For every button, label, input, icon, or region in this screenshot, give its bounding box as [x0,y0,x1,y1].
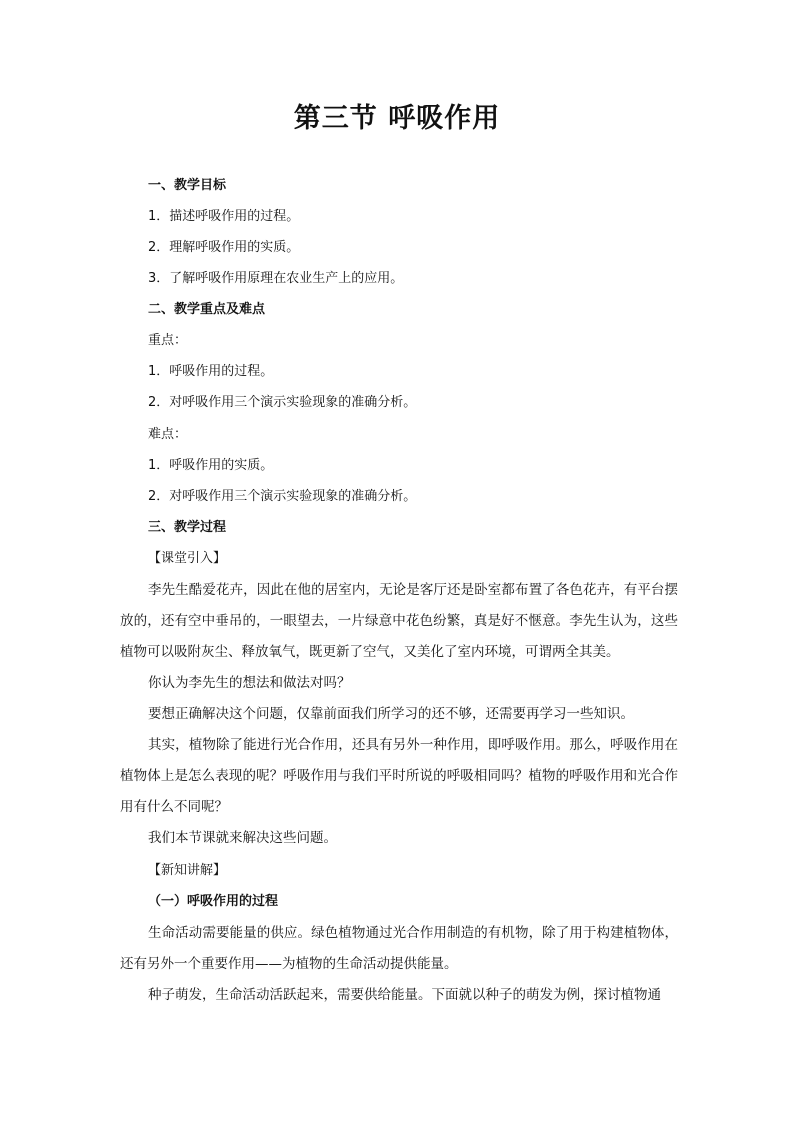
key-item: 2．对呼吸作用三个演示实验现象的准确分析。 [148,395,417,410]
new-knowledge-label: 【新知讲解】 [148,863,227,878]
paragraph: 我们本节课就来解决这些问题。 [148,830,337,846]
paragraph: 你认为李先生的想法和做法对吗？ [148,675,351,691]
subheading: （一）呼吸作用的过程 [148,894,279,909]
section-heading-process: 三、教学过程 [148,520,227,535]
section-heading-key-points: 二、教学重点及难点 [148,302,266,317]
page-title: 第三节 呼吸作用 [293,103,501,134]
goal-item: 3．了解呼吸作用原理在农业生产上的应用。 [148,271,404,286]
goal-item: 1．描述呼吸作用的过程。 [148,209,300,224]
key-label: 重点： [148,333,188,348]
paragraph: 生命活动需要能量的供应。绿色植物通过光合作用制造的有机物，除了用于构建植物体，还有另外一个重要作用——为植物的生命活动提供能量。 [120,925,678,972]
difficult-item: 2．对呼吸作用三个演示实验现象的准确分析。 [148,489,417,504]
difficult-label: 难点： [148,427,188,442]
paragraph: 李先生酷爱花卉，因此在他的居室内，无论是客厅还是卧室都布置了各色花卉，有平台摆放的，还有空中垂吊的，一眼望去，一片绿意中花色纷繁，真是好不惬意。李先生认为，这些植物可以吸附灰尘、释放氧气，既更新了空气，又美化了室内环境，可谓两全其美。 [120,582,678,660]
paragraph: 种子萌发，生命活动活跃起来，需要供给能量。下面就以种子的萌发为例，探讨植物通 [148,987,661,1003]
difficult-item: 1．呼吸作用的实质。 [148,458,274,473]
paragraph: 其实，植物除了能进行光合作用，还具有另外一种作用，即呼吸作用。那么，呼吸作用在植物体上是怎么表现的呢？呼吸作用与我们平时所说的呼吸相同吗？植物的呼吸作用和光合作用有什么不同呢？ [120,737,678,815]
section-heading-goals: 一、教学目标 [148,178,227,193]
goal-item: 2．理解呼吸作用的实质。 [148,240,300,255]
paragraph: 要想正确解决这个问题，仅靠前面我们所学习的还不够，还需要再学习一些知识。 [148,706,634,722]
key-item: 1．呼吸作用的过程。 [148,364,274,379]
intro-label: 【课堂引入】 [148,551,227,566]
